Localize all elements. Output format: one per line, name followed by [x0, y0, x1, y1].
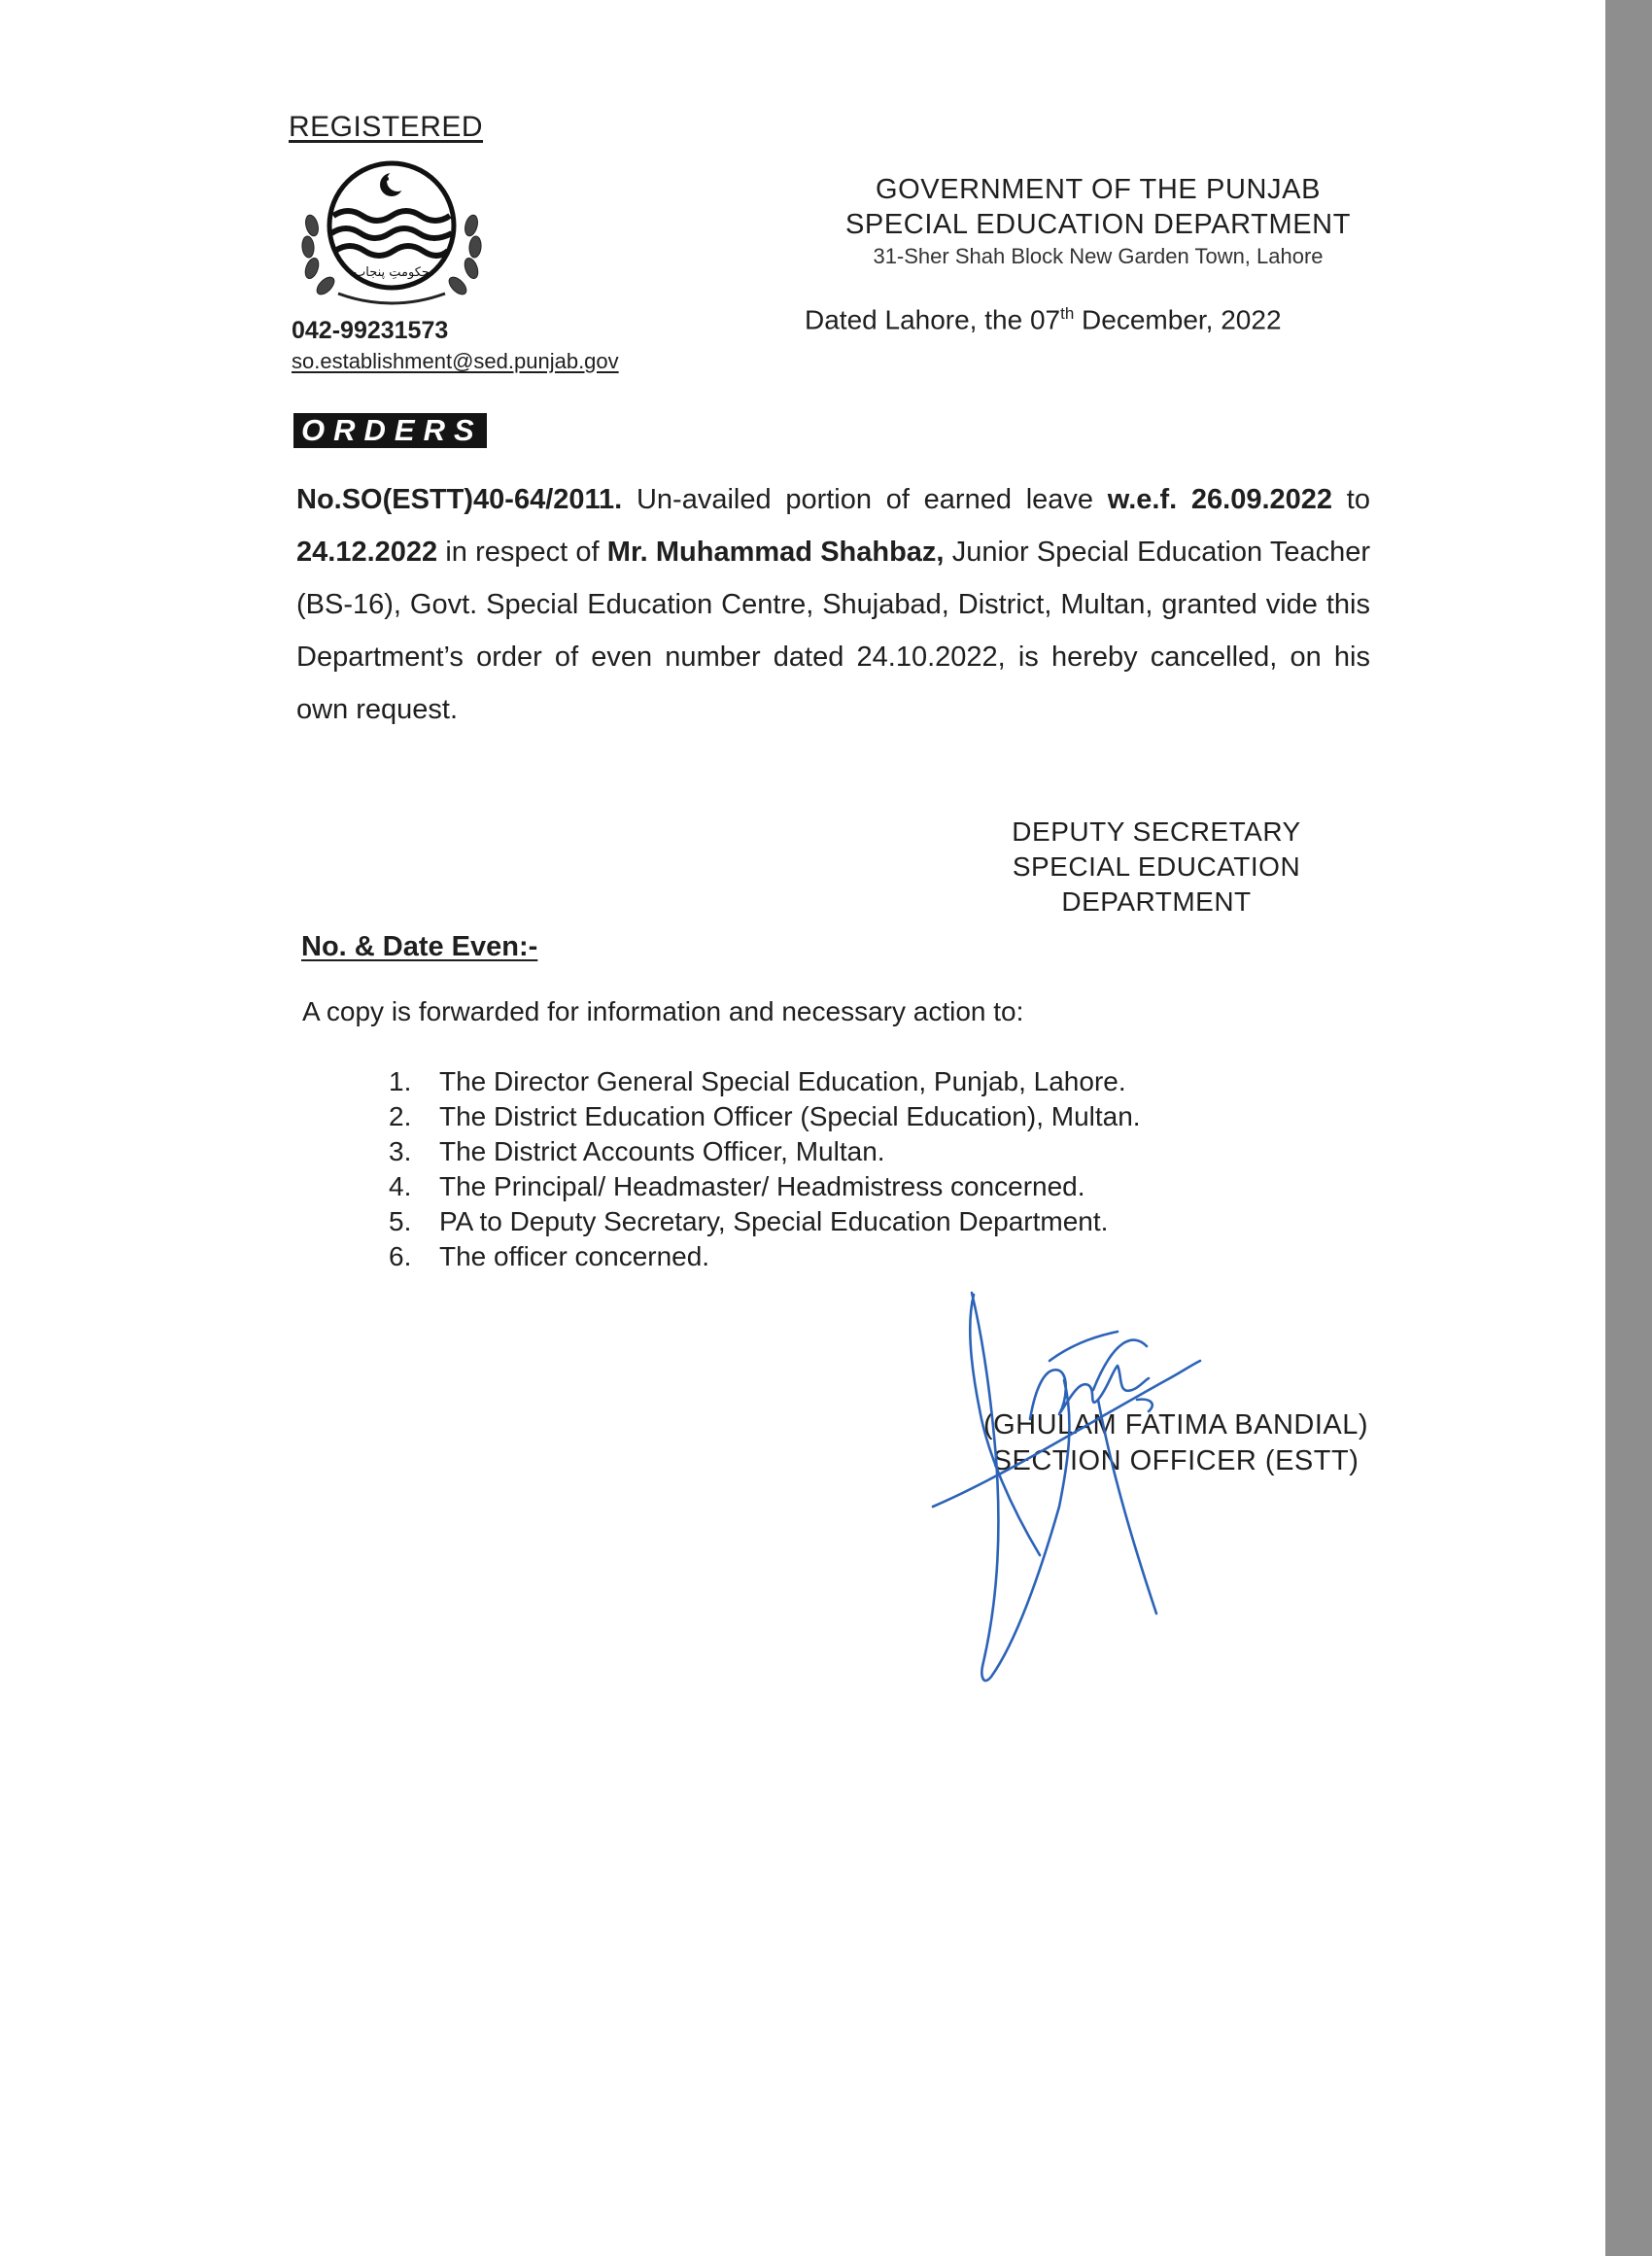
- handwritten-signature: [923, 1283, 1244, 1691]
- department-name: SPECIAL EDUCATION DEPARTMENT: [844, 209, 1352, 240]
- reference-number: No.SO(ESTT)40-64/2011.: [296, 484, 623, 515]
- org-name: GOVERNMENT OF THE PUNJAB: [875, 174, 1322, 205]
- person-name: Mr. Muhammad Shahbaz,: [606, 537, 945, 568]
- copy-list: [389, 1064, 1141, 1274]
- registered-label: REGISTERED: [289, 111, 484, 143]
- deputy-secretary-block: DEPUTY SECRETARY SPECIAL EDUCATION DEPARTMENT: [1012, 816, 1301, 917]
- even-label: No. & Date Even:-: [301, 931, 538, 962]
- signatory-title: SECTION OFFICER (ESTT): [992, 1445, 1359, 1476]
- copy-intro: A copy is forwarded for information and necessary action to:: [302, 996, 1024, 1026]
- list-item: 6. The officer concerned.: [389, 1241, 710, 1271]
- punjab-emblem-icon: [294, 157, 489, 308]
- address: 31-Sher Shah Block New Garden Town, Lahore: [873, 244, 1324, 268]
- list-item: 4. The Principal/ Headmaster/ Headmistress concerned.: [389, 1171, 1085, 1201]
- order-body: No.SO(ESTT)40-64/2011. Un-availed portion of earned leave w.e.f. 26.09.2022 to 24.12.2022 in respect of Mr. Muhammad Shahbaz, Junior Special Education Teacher (BS-16), Govt. Special Education Centre, Shujabad, District, Multan, granted vide this Department’s order of even number dated 24.10.2022, is hereby cancelled, on his own request.: [296, 484, 1370, 725]
- date-line: Dated Lahore, the 07th December, 2022: [805, 304, 1282, 335]
- orders-heading: ORDERS: [293, 413, 487, 448]
- list-item: 3. The District Accounts Officer, Multan.: [389, 1136, 885, 1166]
- list-item: 2. The District Education Officer (Special Education), Multan.: [389, 1101, 1141, 1131]
- emblem-text: حکومتِ پنجاب: [354, 265, 430, 280]
- letterhead: [739, 172, 1458, 271]
- signatory-name: (GHULAM FATIMA BANDIAL): [982, 1409, 1369, 1440]
- list-item: 5. PA to Deputy Secretary, Special Education Department.: [389, 1206, 1109, 1236]
- phone-number: 042-99231573: [292, 317, 449, 344]
- list-item: 1. The Director General Special Education, Punjab, Lahore.: [389, 1066, 1126, 1096]
- email-address: so.establishment@sed.punjab.gov: [292, 349, 619, 373]
